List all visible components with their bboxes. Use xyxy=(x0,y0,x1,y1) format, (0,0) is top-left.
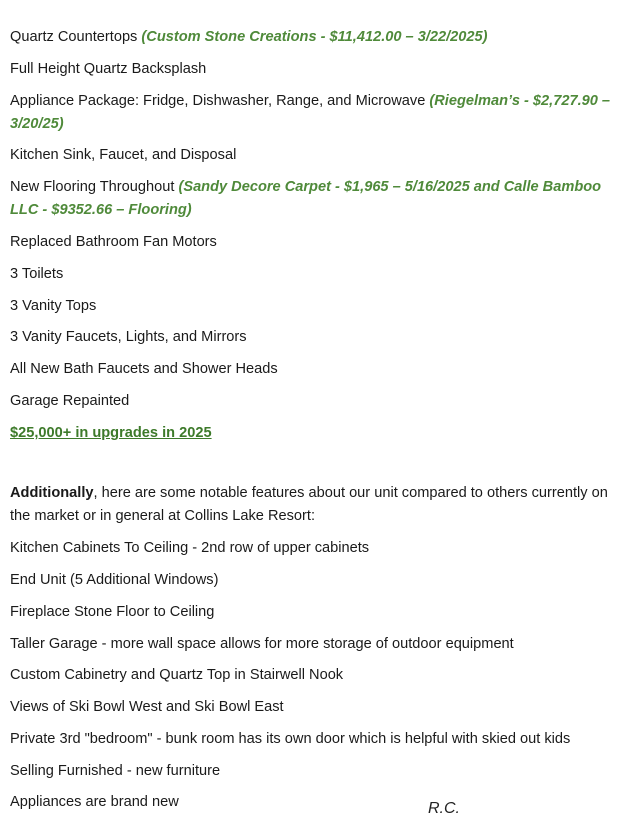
upgrade-item xyxy=(10,295,625,318)
upgrade-item xyxy=(10,358,625,381)
upgrade-item xyxy=(10,176,625,222)
feature-item: Selling Furnished - new furniture xyxy=(10,763,221,779)
upgrade-label: New Flooring Throughout xyxy=(10,179,179,195)
upgrade-detail: (Sandy Decore Carpet - $1,965 – 5/16/2025 and Calle Bamboo LLC - $9352.66 – Flooring) xyxy=(10,179,602,218)
upgrade-item xyxy=(10,263,625,286)
feature-item: Appliances are brand new xyxy=(10,794,179,810)
feature-item: Custom Cabinetry and Quartz Top in Stairwell Nook xyxy=(10,667,344,683)
upgrade-item xyxy=(10,90,625,136)
upgrade-label: 3 Vanity Tops xyxy=(10,298,97,314)
upgrade-item xyxy=(10,231,625,254)
upgrade-label: Full Height Quartz Backsplash xyxy=(10,61,207,77)
upgrade-label: 3 Vanity Faucets, Lights, and Mirrors xyxy=(10,329,247,345)
feature-item: Views of Ski Bowl West and Ski Bowl East xyxy=(10,699,284,715)
feature-item: Kitchen Cabinets To Ceiling - 2nd row of upper cabinets xyxy=(10,540,370,556)
feature-item: End Unit (5 Additional Windows) xyxy=(10,572,219,588)
upgrade-total-text: $25,000+ in upgrades in 2025 xyxy=(10,425,212,441)
signature-mark: R.C. xyxy=(428,800,460,817)
feature-item: Fireplace Stone Floor to Ceiling xyxy=(10,604,215,620)
upgrade-label: Replaced Bathroom Fan Motors xyxy=(10,234,217,250)
upgrade-label: Appliance Package: Fridge, Dishwasher, Range, and Microwave xyxy=(10,93,430,109)
feature-item: Taller Garage - more wall space allows for more storage of outdoor equipment xyxy=(10,636,514,652)
upgrade-item xyxy=(10,390,625,413)
upgrade-label: All New Bath Faucets and Shower Heads xyxy=(10,361,278,377)
upgrade-label: Quartz Countertops xyxy=(10,29,142,45)
feature-item: Private 3rd "bedroom" - bunk room has its own door which is helpful with skied out kids xyxy=(10,731,571,747)
features-intro xyxy=(10,482,625,528)
upgrade-item xyxy=(10,326,625,349)
upgrade-label: Garage Repainted xyxy=(10,393,130,409)
upgrade-item xyxy=(10,144,625,167)
upgrade-detail: (Riegelman’s - $2,727.90 – 3/20/25) xyxy=(10,93,611,132)
upgrade-detail: (Custom Stone Creations - $11,412.00 – 3/22/2025) xyxy=(141,29,488,45)
upgrade-label: 3 Toilets xyxy=(10,266,64,282)
upgrade-total xyxy=(10,422,625,445)
upgrade-label: Kitchen Sink, Faucet, and Disposal xyxy=(10,147,237,163)
upgrade-item xyxy=(10,58,625,81)
upgrade-item xyxy=(10,26,625,49)
intro-bold: Additionally xyxy=(10,485,94,501)
intro-text: , here are some notable features about our unit compared to others currently on the market or in general at Collins Lake Resort: xyxy=(10,485,608,524)
